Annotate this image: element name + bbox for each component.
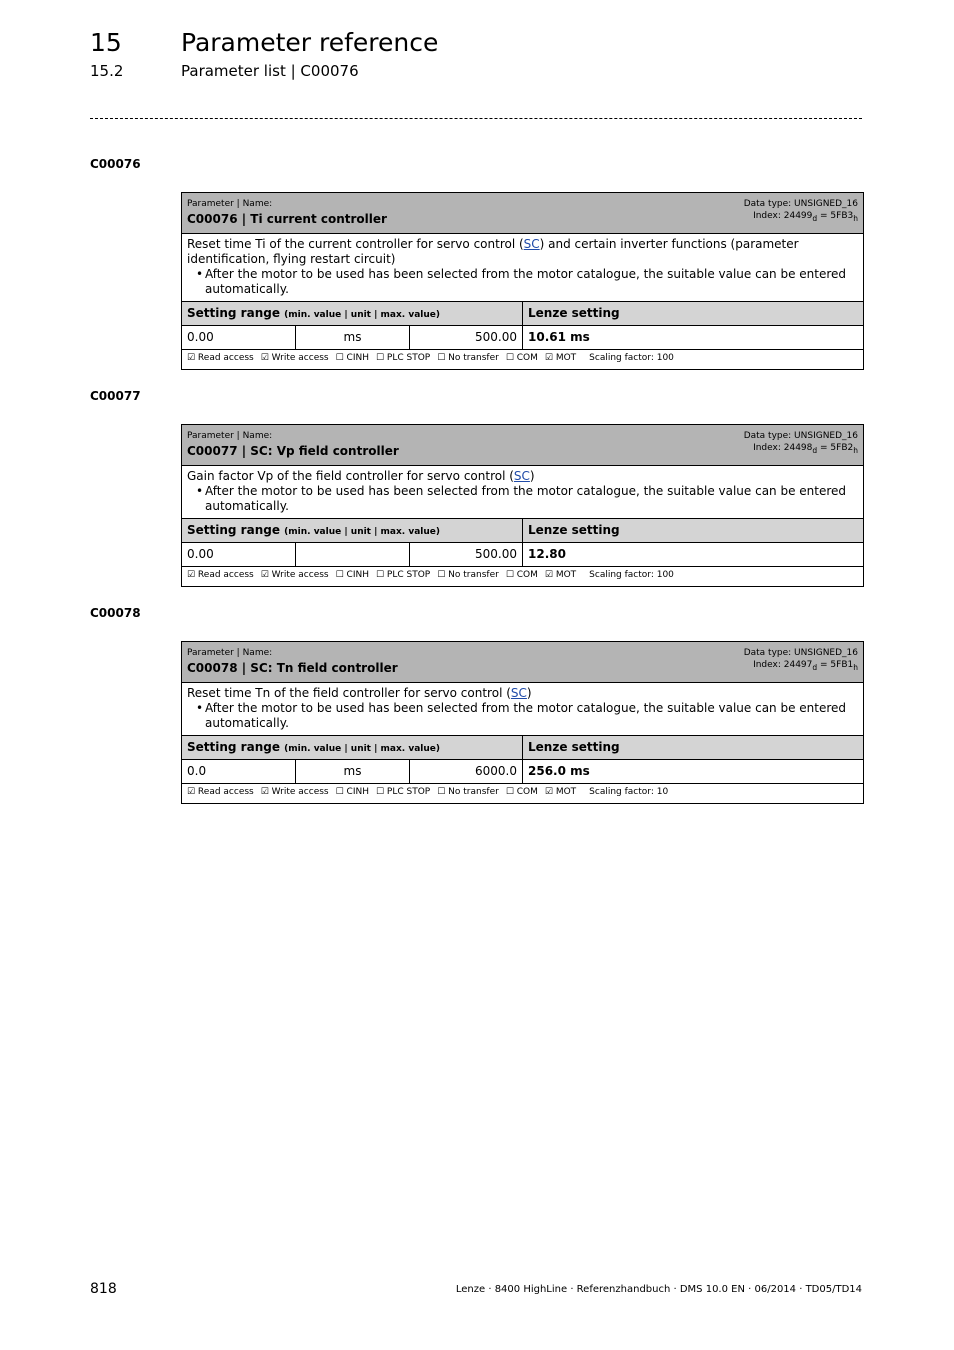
header-divider [90, 118, 862, 119]
sc-link[interactable]: SC [523, 237, 540, 251]
param-table [181, 641, 864, 804]
param-heading: C00078 [90, 606, 141, 620]
unit: ms [296, 326, 410, 349]
access-flags: ☑ Read access ☑ Write access ☐ CINH ☐ PLC STOP ☐ No transfer ☐ COM ☑ MOT Scaling factor: 10 [187, 787, 669, 797]
data-type: Data type: UNSIGNED_16 [743, 199, 858, 209]
section-number: 15.2 [90, 62, 124, 80]
description-bullet: • After the motor to be used has been selected from the motor catalogue, the suitable value can be entered automatically. [196, 484, 847, 513]
lenze-setting: 10.61 ms [528, 330, 590, 344]
footer-text: Lenze · 8400 HighLine · Referenzhandbuch · DMS 10.0 EN · 06/2014 · TD05/TD14 [455, 1284, 862, 1295]
param-name-label: Parameter | Name: [187, 199, 273, 209]
page-number: 818 [90, 1281, 117, 1297]
max-value: 500.00 [410, 326, 523, 349]
param-heading: C00076 [90, 157, 141, 171]
setting-range-header: Setting range (min. value | unit | max. value) Lenze setting [182, 519, 863, 543]
setting-values [182, 543, 863, 567]
param-description: Reset time Tn of the field controller for servo control (SC) • After the motor to be used has been selected from the motor catalogue, the suitable value can be entered automatically. [182, 683, 863, 736]
max-value: 6000.0 [410, 760, 523, 783]
unit: ms [296, 760, 410, 783]
min-value: 0.00 [182, 543, 296, 566]
setting-range-header: Setting range (min. value | unit | max. value) Lenze setting [182, 736, 863, 760]
unit [296, 543, 410, 566]
param-name-label: Parameter | Name: [187, 648, 273, 658]
lenze-setting: 12.80 [528, 547, 566, 561]
description-bullet: • After the motor to be used has been selected from the motor catalogue, the suitable value can be entered automatically. [196, 267, 847, 296]
sc-link[interactable]: SC [513, 469, 530, 483]
setting-range-header: Setting range (min. value | unit | max. value) Lenze setting [182, 302, 863, 326]
access-flags: ☑ Read access ☑ Write access ☐ CINH ☐ PLC STOP ☐ No transfer ☐ COM ☑ MOT Scaling factor: 100 [187, 570, 674, 580]
param-header [182, 193, 863, 234]
param-name: C00077 | SC: Vp field controller [187, 444, 399, 458]
access-flags: ☑ Read access ☑ Write access ☐ CINH ☐ PLC STOP ☐ No transfer ☐ COM ☑ MOT Scaling factor: 100 [187, 353, 674, 363]
min-value: 0.00 [182, 326, 296, 349]
param-name: C00078 | SC: Tn field controller [187, 661, 398, 675]
data-type: Data type: UNSIGNED_16 [743, 648, 858, 658]
param-name: C00076 | Ti current controller [187, 212, 387, 226]
chapter-number: 15 [90, 28, 122, 57]
setting-values [182, 760, 863, 784]
param-header [182, 425, 863, 466]
max-value: 500.00 [410, 543, 523, 566]
param-description: Reset time Ti of the current controller for servo control (SC) and certain inverter functions (parameter identification, flying restart circuit) • After the motor to be used has been selected from the motor catalogue, the suitable value can be entered automatically. [182, 234, 863, 302]
param-index: Index: $24498_d = 5FB2_h$ [753, 443, 858, 455]
sc-link[interactable]: SC [510, 686, 527, 700]
param-name-label: Parameter | Name: [187, 431, 273, 441]
param-table [181, 192, 864, 370]
chapter-title: Parameter reference [181, 28, 439, 57]
param-header [182, 642, 863, 683]
param-heading: C00077 [90, 389, 141, 403]
data-type: Data type: UNSIGNED_16 [743, 431, 858, 441]
setting-values [182, 326, 863, 350]
param-index: Index: $24499_d = 5FB3_h$ [753, 211, 858, 223]
lenze-setting: 256.0 ms [528, 764, 590, 778]
param-index: Index: $24497_d = 5FB1_h$ [753, 660, 858, 672]
description-bullet: • After the motor to be used has been selected from the motor catalogue, the suitable value can be entered automatically. [196, 701, 847, 730]
section-title: Parameter list | C00076 [181, 62, 359, 80]
param-description: Gain factor Vp of the field controller for servo control (SC) • After the motor to be used has been selected from the motor catalogue, the suitable value can be entered automatically. [182, 466, 863, 519]
param-table [181, 424, 864, 587]
min-value: 0.0 [182, 760, 296, 783]
